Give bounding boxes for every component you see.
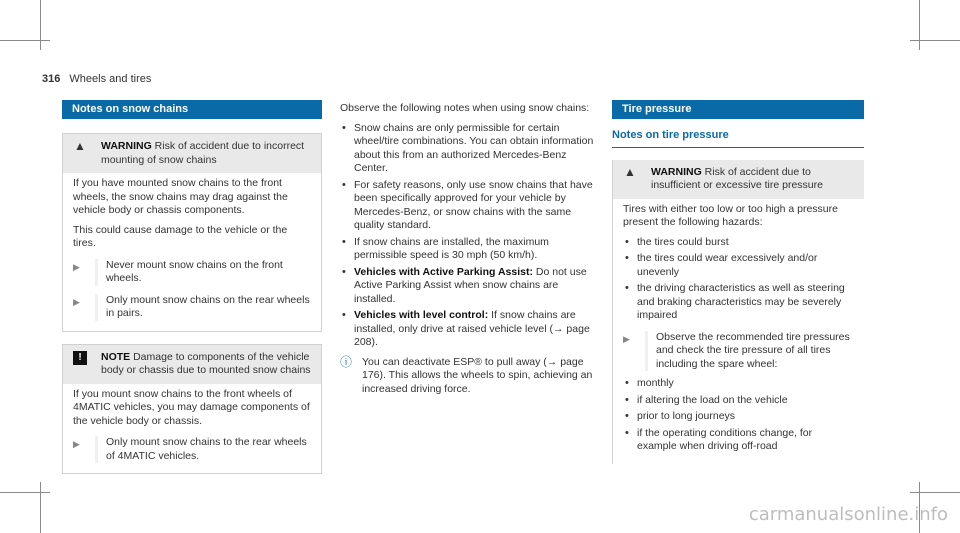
- list-item: • if the operating conditions change, for example when driving off-road: [625, 426, 813, 452]
- list-item: • Snow chains are only permissible for certain wheel/tire combinations. You can obtain information about this from an authorized Mercedes-Benz Center.: [342, 121, 594, 174]
- warning-label: WARNING: [651, 165, 702, 178]
- step-text: Never mount snow chains on the front wheels.: [95, 259, 311, 286]
- check-list: [623, 377, 854, 454]
- list-item: • For safety reasons, only use snow chains that have been specifically approved for your vehicle by Mercedes-Benz, or snow chains with the same quality standard.: [342, 178, 593, 231]
- crop-mark: [910, 40, 960, 41]
- warning-text: This could cause damage to the vehicle or the tires.: [73, 223, 288, 249]
- step: [73, 259, 311, 286]
- section-title-snow-chains: Notes on snow chains: [62, 100, 322, 119]
- warning-text: Tires with either too low or too high a pressure present the following hazards:: [623, 202, 838, 228]
- warning-text: If you have mounted snow chains to the front wheels, the snow chains may drag against the vehicle body or chassis components.: [73, 177, 288, 216]
- step-text: Only mount snow chains on the rear wheels in pairs.: [95, 294, 311, 321]
- step-arrow-icon: ▶: [73, 261, 80, 272]
- warning-triangle-icon: ▲: [624, 164, 636, 179]
- list-item: • monthly: [625, 377, 674, 389]
- column-tire-pressure: [612, 100, 864, 464]
- page-header: [42, 73, 151, 85]
- warning-triangle-icon: ▲: [74, 139, 86, 153]
- section-title: Wheels and tires: [69, 73, 152, 85]
- crop-mark: [0, 492, 50, 493]
- crop-mark: [919, 0, 920, 50]
- step-text: Only mount snow chains to the rear wheels of 4MATIC vehicles.: [95, 436, 311, 463]
- list-item: • the tires could burst: [625, 235, 729, 248]
- info-text: You can deactivate ESP® to pull away (→ page 176). This allows the wheels to spin, achieving an increased driving force.: [362, 355, 593, 395]
- note-text: If you mount snow chains to the front wheels of 4MATIC vehicles, you may damage components of the vehicle body or chassis.: [73, 387, 310, 427]
- crop-mark: [910, 492, 960, 493]
- list-item: • Vehicles with level control: If snow chains are installed, only drive at raised vehicle level (→ page 208).: [342, 309, 590, 348]
- note-head: Damage to components of the vehicle body or chassis due to mounted snow chains: [101, 350, 311, 376]
- step: [73, 436, 311, 463]
- note-box: [62, 344, 322, 475]
- step: [73, 294, 311, 321]
- step-arrow-icon: ▶: [623, 333, 630, 344]
- step-text: Observe the recommended tire pressures and check the tire pressure of all tires including the spare wheel:: [645, 331, 854, 372]
- step-arrow-icon: ▶: [73, 296, 80, 307]
- hazard-list: [623, 236, 854, 323]
- section-title-tire-pressure: Tire pressure: [612, 100, 864, 119]
- warning-head: Risk of accident due to incorrect mounting of snow chains: [101, 140, 305, 166]
- list-item: • the driving characteristics as well as steering and braking characteristics may be severely impaired: [625, 282, 845, 321]
- crop-mark: [40, 482, 41, 533]
- watermark: carmanualsonline.info: [748, 504, 948, 525]
- warning-label: WARNING: [101, 140, 152, 152]
- list-item: • If snow chains are installed, the maximum permissible speed is 30 mph (50 km/h).: [342, 235, 549, 261]
- crop-mark: [40, 0, 41, 50]
- subsection-title: Notes on tire pressure: [612, 129, 864, 148]
- page-number: 316: [42, 73, 61, 85]
- warning-box: [62, 133, 322, 332]
- list-item: • prior to long journeys: [625, 410, 736, 422]
- crop-mark: [0, 40, 50, 41]
- warning-head: Risk of accident due to insufficient or excessive tire pressure: [651, 165, 823, 191]
- info-icon: ⓘ: [340, 354, 353, 369]
- info-note: [340, 356, 595, 397]
- notes-list: [340, 122, 595, 350]
- exclamation-icon: !: [73, 351, 87, 365]
- step: [623, 331, 854, 372]
- column-snow-chains: [62, 100, 322, 474]
- intro-text: Observe the following notes when using snow chains:: [340, 102, 590, 114]
- step-arrow-icon: ▶: [73, 439, 80, 449]
- note-label: NOTE: [101, 350, 131, 363]
- list-item: • the tires could wear excessively and/or unevenly: [625, 252, 818, 278]
- column-snow-chain-notes: [340, 102, 595, 396]
- warning-box: [612, 160, 864, 464]
- list-item: • if altering the load on the vehicle: [625, 393, 788, 406]
- list-item: • Vehicles with Active Parking Assist: Do not use Active Parking Assist when snow chains are installed.: [342, 265, 587, 305]
